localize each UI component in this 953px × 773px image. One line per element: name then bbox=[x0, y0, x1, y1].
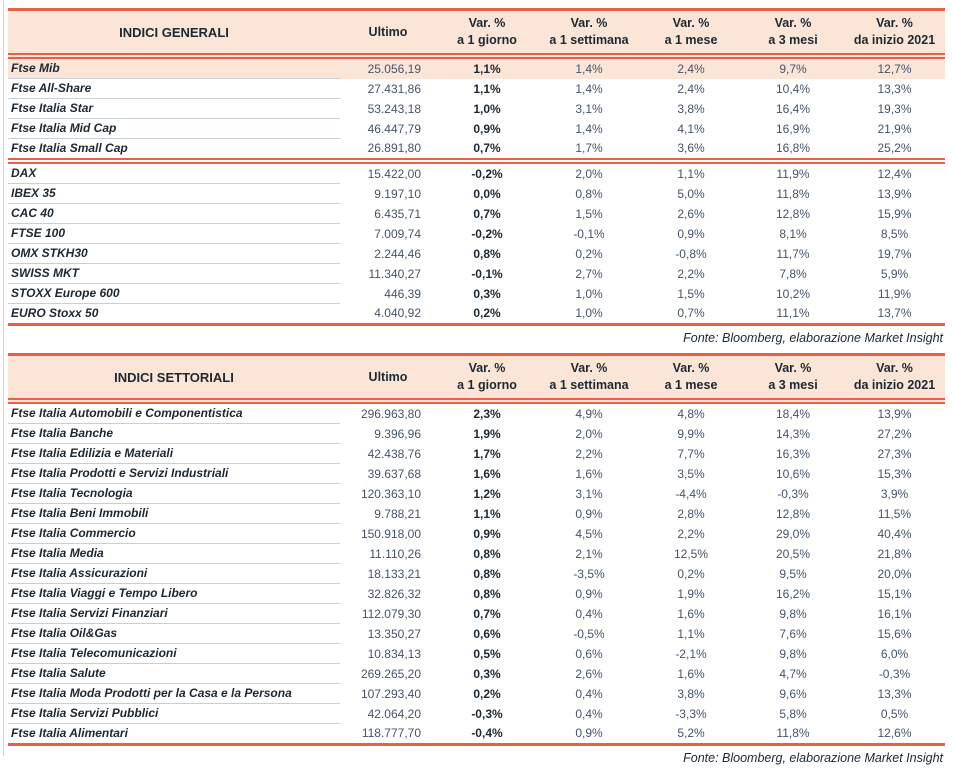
var-1m-cell: 1,1% bbox=[677, 626, 705, 641]
col-header-var-3m: Var. % a 3 mesi bbox=[742, 353, 844, 404]
var-ytd-cell: 25,2% bbox=[877, 141, 912, 155]
var-3m-cell: 29,0% bbox=[775, 526, 811, 541]
var-ytd-cell: -0,3% bbox=[878, 666, 911, 681]
index-name-cell: EURO Stoxx 50 bbox=[8, 304, 340, 326]
var-1w-cell: 3,1% bbox=[575, 486, 603, 501]
var-1d-cell: 0,0% bbox=[473, 186, 501, 201]
table-row bbox=[8, 184, 945, 204]
index-name-cell: Ftse Italia Servizi Pubblici bbox=[8, 704, 340, 724]
var-1w-cell: 0,8% bbox=[575, 186, 603, 201]
var-1w-cell: 2,0% bbox=[575, 426, 603, 441]
var-ytd-cell: 15,3% bbox=[877, 466, 912, 481]
var-1w-cell: -3,5% bbox=[573, 566, 605, 581]
var-1d-cell: 2,3% bbox=[473, 406, 501, 421]
var-ytd-cell: 12,7% bbox=[844, 59, 945, 79]
table-row bbox=[8, 99, 945, 119]
var-1w-cell: -0,5% bbox=[573, 626, 605, 641]
var-ytd-cell: 19,3% bbox=[877, 101, 912, 116]
index-name-cell: DAX bbox=[8, 158, 340, 184]
var-3m-cell: 11,8% bbox=[776, 186, 810, 201]
col-header-var-1w: Var. % a 1 settimana bbox=[538, 8, 640, 59]
index-name-cell: Ftse Italia Prodotti e Servizi Industriali bbox=[8, 464, 340, 484]
table-row bbox=[8, 79, 945, 99]
table-row bbox=[8, 224, 945, 244]
sector-indices-section bbox=[8, 353, 945, 766]
var-1d-cell: 1,1% bbox=[473, 81, 501, 96]
var-1d-cell: 1,2% bbox=[473, 486, 501, 501]
table-row bbox=[8, 644, 945, 664]
var-3m-cell: 9,5% bbox=[779, 566, 807, 581]
var-3m-cell: 16,4% bbox=[775, 101, 811, 116]
col-header-var-1w: Var. % a 1 settimana bbox=[538, 353, 640, 404]
var-3m-cell: 5,8% bbox=[779, 706, 807, 721]
var-1w-cell: 1,4% bbox=[575, 81, 603, 96]
col-header-var-1m: Var. % a 1 mese bbox=[640, 353, 742, 404]
table-row bbox=[8, 724, 945, 746]
index-name-cell: Ftse Italia Small Cap bbox=[11, 141, 128, 155]
var-3m-cell: 4,7% bbox=[779, 666, 807, 681]
var-1m-cell: 3,5% bbox=[677, 466, 705, 481]
var-ytd-cell: 12,6% bbox=[844, 724, 945, 746]
last-value-cell: 9.197,10 bbox=[374, 186, 421, 201]
last-value-cell: 120.363,10 bbox=[360, 486, 421, 501]
var-1w-cell: 2,1% bbox=[575, 546, 603, 561]
var-1d-cell: 1,0% bbox=[473, 101, 501, 116]
last-value-cell: 7.009,74 bbox=[374, 226, 421, 241]
var-1d-cell: 0,9% bbox=[473, 121, 501, 136]
table-title: INDICI GENERALI bbox=[8, 8, 340, 59]
var-1w-cell: -0,1% bbox=[573, 226, 605, 241]
index-name-cell: Ftse All-Share bbox=[8, 79, 340, 99]
col-header-ultimo: Ultimo bbox=[340, 353, 436, 404]
var-3m-cell: -0,3% bbox=[777, 486, 809, 501]
var-ytd-cell: 6,0% bbox=[880, 646, 909, 661]
var-ytd-cell: 8,5% bbox=[880, 226, 909, 241]
last-value-cell: 10.834,13 bbox=[367, 646, 421, 661]
var-ytd-cell: 15,1% bbox=[877, 586, 912, 601]
last-value-cell: 18.133,21 bbox=[367, 566, 421, 581]
table-row bbox=[8, 424, 945, 444]
var-ytd-cell: 13,3% bbox=[877, 81, 912, 96]
table-row bbox=[8, 158, 945, 184]
var-ytd-cell: 15,6% bbox=[877, 626, 912, 641]
var-1m-cell: 4,1% bbox=[677, 121, 705, 136]
table-row bbox=[8, 484, 945, 504]
last-value-cell: 112.079,30 bbox=[361, 606, 421, 621]
var-3m-cell: 10,6% bbox=[775, 466, 811, 481]
var-1d-cell: -0,4% bbox=[436, 724, 538, 746]
last-value-cell: 296.963,80 bbox=[360, 406, 421, 421]
var-1w-cell: 1,7% bbox=[575, 141, 603, 155]
var-3m-cell: 18,4% bbox=[775, 406, 811, 421]
var-1w-cell: 0,9% bbox=[538, 724, 640, 746]
sector-indices-table bbox=[8, 353, 945, 746]
var-1d-cell: -0,2% bbox=[471, 226, 503, 241]
var-3m-cell: 8,1% bbox=[779, 226, 807, 241]
last-value-cell: 107.293,40 bbox=[360, 686, 421, 701]
var-1d-cell: 0,9% bbox=[473, 526, 501, 541]
header-row bbox=[8, 8, 945, 59]
var-1m-cell: 1,6% bbox=[677, 606, 705, 621]
last-value-cell: 446,39 bbox=[384, 286, 421, 301]
var-ytd-cell: 0,5% bbox=[880, 706, 909, 721]
var-1d-cell: 0,5% bbox=[473, 646, 501, 661]
index-name-cell: Ftse Italia Commercio bbox=[8, 524, 340, 544]
table-title: INDICI SETTORIALI bbox=[8, 353, 340, 404]
last-value-cell: 27.431,86 bbox=[367, 81, 421, 96]
var-ytd-cell: 21,8% bbox=[877, 546, 912, 561]
index-name-cell: Ftse Italia Banche bbox=[8, 424, 340, 444]
index-name-cell: Ftse Italia Viaggi e Tempo Libero bbox=[8, 584, 340, 604]
var-1d-cell: -0,1% bbox=[471, 266, 503, 281]
var-ytd-cell: 21,9% bbox=[877, 121, 912, 136]
index-name-cell: SWISS MKT bbox=[8, 264, 340, 284]
var-1d-cell: 1,1% bbox=[436, 59, 538, 79]
last-value-cell: 42.438,76 bbox=[367, 446, 421, 461]
italy-indices-group bbox=[8, 59, 945, 158]
var-1d-cell: -0,3% bbox=[471, 706, 503, 721]
col-header-var-1d: Var. % a 1 giorno bbox=[436, 8, 538, 59]
last-value-cell: 2.244,46 bbox=[374, 246, 421, 261]
var-1d-cell: 1,9% bbox=[473, 426, 501, 441]
var-1w-cell: 0,4% bbox=[575, 686, 603, 701]
source-note: Fonte: Bloomberg, elaborazione Market Insight bbox=[683, 331, 943, 345]
last-value-cell: 13.350,27 bbox=[367, 626, 421, 641]
var-1w-cell: 0,6% bbox=[575, 646, 603, 661]
col-header-var-1d: Var. % a 1 giorno bbox=[436, 353, 538, 404]
var-1m-cell: -3,3% bbox=[675, 706, 707, 721]
var-1m-cell: 5,0% bbox=[677, 186, 705, 201]
var-1m-cell: 2,2% bbox=[677, 526, 705, 541]
table-row bbox=[8, 464, 945, 484]
var-ytd-cell: 11,9% bbox=[877, 286, 912, 301]
table-row bbox=[8, 284, 945, 304]
var-ytd-cell: 13,3% bbox=[877, 686, 912, 701]
index-name-cell: Ftse Italia Tecnologia bbox=[8, 484, 340, 504]
var-3m-cell: 10,4% bbox=[775, 81, 811, 96]
index-name-cell: Ftse Italia Edilizia e Materiali bbox=[8, 444, 340, 464]
var-ytd-cell: 11,5% bbox=[877, 506, 912, 521]
table-row bbox=[8, 664, 945, 684]
last-value-cell: 26.891,80 bbox=[367, 141, 421, 155]
var-1d-cell: -0,2% bbox=[436, 158, 538, 184]
var-1w-cell: 1,5% bbox=[575, 206, 603, 221]
var-1w-cell: 1,0% bbox=[575, 286, 603, 301]
var-ytd-cell: 19,7% bbox=[877, 246, 912, 261]
international-indices-group bbox=[8, 158, 945, 326]
var-1w-cell: 0,4% bbox=[575, 706, 603, 721]
var-1m-cell: 0,9% bbox=[677, 226, 705, 241]
last-value-cell: 9.396,96 bbox=[374, 426, 421, 441]
last-value-cell: 25.056,19 bbox=[340, 59, 436, 79]
var-ytd-cell: 20,0% bbox=[877, 566, 912, 581]
var-1m-cell: 0,2% bbox=[677, 566, 705, 581]
table-row bbox=[8, 544, 945, 564]
var-3m-cell: 7,6% bbox=[779, 626, 807, 641]
var-3m-cell: 11,8% bbox=[742, 724, 844, 746]
var-1d-cell: 0,7% bbox=[473, 141, 501, 155]
var-3m-cell: 11,7% bbox=[776, 246, 810, 261]
var-3m-cell: 20,5% bbox=[775, 546, 811, 561]
var-ytd-cell: 12,4% bbox=[844, 158, 945, 184]
var-1m-cell: 0,7% bbox=[640, 304, 742, 326]
var-1w-cell: 2,0% bbox=[538, 158, 640, 184]
var-ytd-cell: 13,9% bbox=[877, 406, 912, 421]
var-3m-cell: 12,8% bbox=[775, 206, 811, 221]
var-1w-cell: 1,0% bbox=[538, 304, 640, 326]
table-row bbox=[8, 504, 945, 524]
table-row bbox=[8, 524, 945, 544]
var-1w-cell: 1,4% bbox=[575, 121, 603, 136]
table-row bbox=[8, 604, 945, 624]
last-value-cell: 150.918,00 bbox=[360, 526, 421, 541]
var-1m-cell: 1,1% bbox=[640, 158, 742, 184]
var-1w-cell: 1,6% bbox=[575, 466, 603, 481]
header-row bbox=[8, 353, 945, 404]
var-1d-cell: 0,7% bbox=[473, 606, 501, 621]
var-1d-cell: 1,6% bbox=[473, 466, 501, 481]
index-name-cell: FTSE 100 bbox=[8, 224, 340, 244]
report-page bbox=[8, 8, 945, 773]
var-ytd-cell: 3,9% bbox=[880, 486, 909, 501]
var-3m-cell: 14,3% bbox=[775, 426, 811, 441]
var-1m-cell: 7,7% bbox=[677, 446, 705, 461]
index-name-cell: Ftse Mib bbox=[8, 59, 340, 79]
last-value-cell: 4.040,92 bbox=[340, 304, 436, 326]
var-1w-cell: 0,9% bbox=[575, 506, 603, 521]
table-row bbox=[8, 704, 945, 724]
last-value-cell: 42.064,20 bbox=[367, 706, 421, 721]
var-1d-cell: 0,8% bbox=[473, 546, 501, 561]
var-1m-cell: 5,2% bbox=[640, 724, 742, 746]
var-1m-cell: 2,8% bbox=[677, 506, 705, 521]
var-ytd-cell: 15,9% bbox=[877, 206, 912, 221]
var-ytd-cell: 40,4% bbox=[877, 526, 912, 541]
index-name-cell: Ftse Italia Star bbox=[8, 99, 340, 119]
var-1d-cell: 1,7% bbox=[473, 446, 501, 461]
var-1d-cell: 0,8% bbox=[473, 246, 501, 261]
index-name-cell: IBEX 35 bbox=[8, 184, 340, 204]
index-name-cell: Ftse Italia Assicurazioni bbox=[8, 564, 340, 584]
last-value-cell: 118.777,70 bbox=[340, 724, 436, 746]
last-value-cell: 15.422,00 bbox=[340, 158, 436, 184]
general-indices-table bbox=[8, 8, 945, 326]
col-header-var-3m: Var. % a 3 mesi bbox=[742, 8, 844, 59]
var-1d-cell: 0,3% bbox=[473, 286, 501, 301]
var-3m-cell: 16,8% bbox=[775, 141, 811, 155]
var-1m-cell: -0,8% bbox=[675, 246, 707, 261]
var-1w-cell: 1,4% bbox=[538, 59, 640, 79]
index-name-cell: Ftse Italia Beni Immobili bbox=[8, 504, 340, 524]
var-3m-cell: 16,9% bbox=[775, 121, 811, 136]
table-row bbox=[8, 684, 945, 704]
index-name-cell: Ftse Italia Automobili e Componentistica bbox=[8, 404, 340, 424]
index-name-cell: Ftse Italia Salute bbox=[8, 664, 340, 684]
index-name-cell: Ftse Italia Telecomunicazioni bbox=[8, 644, 340, 664]
var-ytd-cell: 5,9% bbox=[880, 266, 909, 281]
var-1d-cell: 0,7% bbox=[473, 206, 501, 221]
sector-indices-group bbox=[8, 404, 945, 746]
var-1m-cell: -4,4% bbox=[675, 486, 707, 501]
var-1w-cell: 2,7% bbox=[575, 266, 603, 281]
var-1w-cell: 2,2% bbox=[575, 446, 603, 461]
var-1w-cell: 0,9% bbox=[575, 586, 603, 601]
index-name-cell: Ftse Italia Moda Prodotti per la Casa e la Persona bbox=[8, 684, 340, 704]
var-1m-cell: 4,8% bbox=[677, 406, 705, 421]
table-row bbox=[8, 624, 945, 644]
var-3m-cell: 9,8% bbox=[779, 646, 807, 661]
var-3m-cell: 9,8% bbox=[779, 606, 807, 621]
col-header-var-ytd: Var. % da inizio 2021 bbox=[844, 353, 945, 404]
var-3m-cell: 16,3% bbox=[775, 446, 811, 461]
col-header-ultimo: Ultimo bbox=[340, 8, 436, 59]
var-ytd-cell: 13,7% bbox=[844, 304, 945, 326]
var-3m-cell: 9,7% bbox=[742, 59, 844, 79]
var-1d-cell: 0,2% bbox=[436, 304, 538, 326]
index-name-cell: Ftse Italia Servizi Finanziari bbox=[8, 604, 340, 624]
var-1w-cell: 2,6% bbox=[575, 666, 603, 681]
general-indices-section bbox=[8, 8, 945, 346]
var-1m-cell: 3,8% bbox=[677, 686, 705, 701]
var-1d-cell: 0,2% bbox=[473, 686, 501, 701]
var-1m-cell: 2,4% bbox=[677, 81, 705, 96]
var-1w-cell: 0,2% bbox=[575, 246, 603, 261]
var-3m-cell: 9,6% bbox=[779, 686, 807, 701]
table-row bbox=[8, 404, 945, 424]
var-1m-cell: 9,9% bbox=[677, 426, 705, 441]
var-1d-cell: 0,3% bbox=[473, 666, 501, 681]
var-1w-cell: 0,4% bbox=[575, 606, 603, 621]
col-header-var-1m: Var. % a 1 mese bbox=[640, 8, 742, 59]
index-name-cell: Ftse Italia Alimentari bbox=[8, 724, 340, 746]
last-value-cell: 269.265,20 bbox=[360, 666, 421, 681]
var-1d-cell: 0,6% bbox=[473, 626, 501, 641]
table-row bbox=[8, 304, 945, 326]
var-1w-cell: 4,5% bbox=[575, 526, 603, 541]
var-1m-cell: 2,4% bbox=[640, 59, 742, 79]
var-ytd-cell: 13,9% bbox=[877, 186, 912, 201]
var-3m-cell: 7,8% bbox=[779, 266, 807, 281]
index-name-cell: STOXX Europe 600 bbox=[8, 284, 340, 304]
last-value-cell: 6.435,71 bbox=[374, 206, 421, 221]
table-row bbox=[8, 244, 945, 264]
last-value-cell: 53.243,18 bbox=[367, 101, 421, 116]
index-name-cell: CAC 40 bbox=[8, 204, 340, 224]
table-row bbox=[8, 444, 945, 464]
var-3m-cell: 10,2% bbox=[775, 286, 811, 301]
var-1m-cell: -2,1% bbox=[675, 646, 707, 661]
index-name-cell: Ftse Italia Oil&Gas bbox=[8, 624, 340, 644]
table-row bbox=[8, 584, 945, 604]
index-name-cell: OMX STKH30 bbox=[8, 244, 340, 264]
col-header-var-ytd: Var. % da inizio 2021 bbox=[844, 8, 945, 59]
var-1m-cell: 3,8% bbox=[677, 101, 705, 116]
source-note: Fonte: Bloomberg, elaborazione Market Insight bbox=[683, 751, 943, 765]
last-value-cell: 11.340,27 bbox=[368, 266, 421, 281]
page-left-edge bbox=[3, 0, 4, 756]
last-value-cell: 46.447,79 bbox=[367, 121, 421, 136]
var-1w-cell: 4,9% bbox=[575, 406, 603, 421]
var-ytd-cell: 16,1% bbox=[877, 606, 912, 621]
var-1m-cell: 12,5% bbox=[673, 546, 709, 561]
table-row bbox=[8, 204, 945, 224]
last-value-cell: 9.788,21 bbox=[374, 506, 421, 521]
index-name-cell: Ftse Italia Mid Cap bbox=[8, 119, 340, 139]
var-1w-cell: 3,1% bbox=[575, 101, 603, 116]
var-1m-cell: 1,5% bbox=[677, 286, 705, 301]
table-row bbox=[8, 59, 945, 79]
table-row bbox=[8, 139, 945, 158]
var-1m-cell: 1,6% bbox=[677, 666, 705, 681]
table-row bbox=[8, 564, 945, 584]
var-1m-cell: 1,9% bbox=[677, 586, 705, 601]
var-1m-cell: 2,2% bbox=[677, 266, 705, 281]
var-ytd-cell: 27,2% bbox=[877, 426, 912, 441]
var-1d-cell: 1,1% bbox=[473, 506, 501, 521]
last-value-cell: 11.110,26 bbox=[369, 546, 421, 561]
var-ytd-cell: 27,3% bbox=[877, 446, 912, 461]
var-1m-cell: 3,6% bbox=[677, 141, 705, 155]
last-value-cell: 32.826,32 bbox=[367, 586, 421, 601]
var-3m-cell: 11,1% bbox=[742, 304, 844, 326]
table-row bbox=[8, 119, 945, 139]
var-1m-cell: 2,6% bbox=[677, 206, 705, 221]
var-3m-cell: 16,2% bbox=[775, 586, 811, 601]
last-value-cell: 39.637,68 bbox=[367, 466, 421, 481]
var-3m-cell: 12,8% bbox=[775, 506, 811, 521]
table-row bbox=[8, 264, 945, 284]
index-name-cell: Ftse Italia Media bbox=[8, 544, 340, 564]
var-1d-cell: 0,8% bbox=[473, 586, 501, 601]
var-1d-cell: 0,8% bbox=[473, 566, 501, 581]
var-3m-cell: 11,9% bbox=[742, 158, 844, 184]
